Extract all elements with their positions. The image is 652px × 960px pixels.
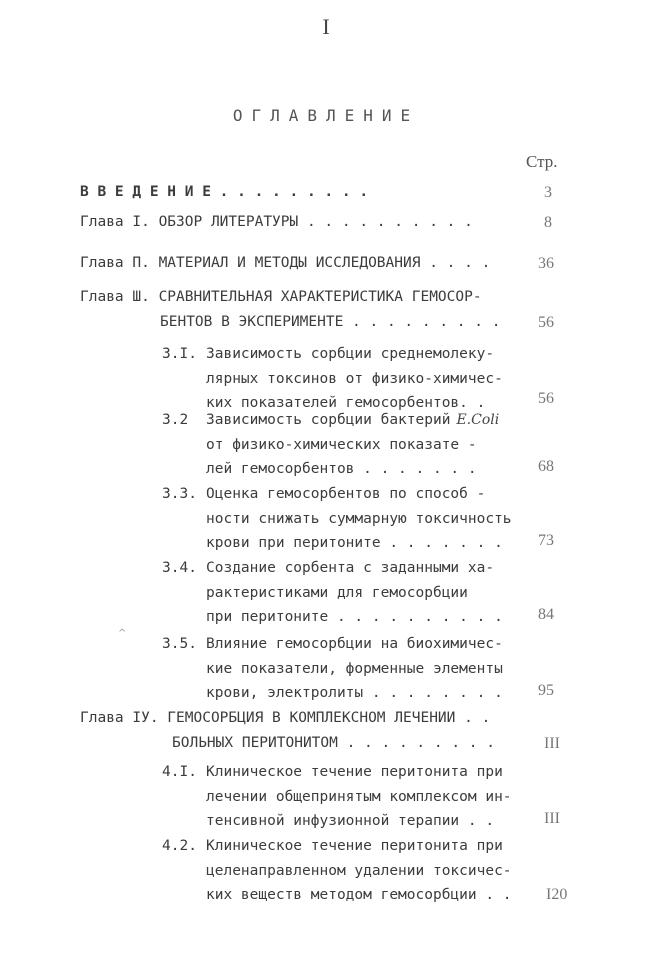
toc-entry-text: ких показателей гемосорбентов. . [206, 395, 486, 411]
toc-page-number: I20 [546, 886, 568, 903]
toc-page-number: 95 [538, 682, 554, 699]
toc-entry-chapter-2 [80, 251, 490, 276]
toc-entry-chapter-3 [80, 285, 500, 334]
handwritten-annotation: E.Coli [456, 412, 500, 428]
toc-entry-section-3-2 [162, 408, 499, 482]
toc-page-number: 73 [538, 532, 554, 549]
toc-entry-section-3-1 [162, 342, 503, 416]
toc-entry-text: Глава Ш. СРАВНИТЕЛЬНАЯ ХАРАКТЕРИСТИКА ГЕМОСОР- [80, 289, 482, 305]
toc-entry-text: крови при перитоните . . . . . . . [206, 535, 503, 551]
toc-entry-text: целенаправленном удалении токсичес- [206, 862, 512, 879]
toc-entry-text: Глава П. МАТЕРИАЛ И МЕТОДЫ ИССЛЕДОВАНИЯ . . . . [80, 255, 491, 271]
section-number: 3.2 [162, 412, 189, 428]
toc-entry-text: от физико-химических показате - [206, 436, 477, 453]
toc-entry-text: лечении общепринятым комплексом ин- [206, 788, 512, 805]
toc-entry-text: БОЛЬНЫХ ПЕРИТОНИТОМ . . . . . . . . . [172, 734, 496, 751]
toc-entry-text: лярных токсинов от физико-химичес- [206, 370, 503, 387]
toc-entry-text: рактеристиками для гемосорбции [206, 584, 468, 601]
toc-page-number: III [544, 810, 560, 827]
toc-entry-text: В В Е Д Е Н И Е . . . . . . . . . [80, 184, 369, 200]
toc-entry-text: Глава IУ. ГЕМОСОРБЦИЯ В КОМПЛЕКСНОМ ЛЕЧЕНИИ . . [80, 710, 491, 726]
toc-page-number: 8 [544, 214, 552, 231]
toc-entry-text: Клиническое течение перитонита при [206, 764, 503, 780]
toc-entry-text: крови, электролиты . . . . . . . . [206, 685, 503, 701]
toc-entry-text: ности снижать суммарную токсичность [206, 510, 512, 527]
page-title: ОГЛАВЛЕНИЕ [232, 106, 420, 125]
toc-entry-text: Зависимость сорбции среднемолеку- [206, 346, 495, 362]
section-number: 3.5. [162, 636, 197, 652]
toc-entry-section-3-5 [162, 632, 503, 706]
toc-entry-text: Влияние гемосорбции на биохимичес- [206, 636, 503, 652]
toc-entry-section-4-1 [162, 760, 512, 834]
toc-page-number: 3 [544, 184, 552, 201]
section-number: 3.3. [162, 486, 197, 502]
toc-entry-chapter-1 [80, 210, 473, 235]
toc-entry-text: Оценка гемосорбентов по способ - [206, 486, 486, 502]
toc-entry-text: Клиническое течение перитонита при [206, 838, 503, 854]
toc-entry-text: ких веществ методом гемосорбции . . [206, 887, 512, 903]
toc-entry-section-3-4 [162, 556, 503, 630]
toc-entry-text: кие показатели, форменные элементы [206, 660, 503, 677]
toc-entry-section-3-3 [162, 482, 512, 556]
toc-entry-text: Создание сорбента с заданными ха- [206, 560, 495, 576]
scan-mark: ^ [118, 628, 127, 639]
toc-entry-chapter-4 [80, 706, 495, 755]
toc-entry-intro [80, 180, 368, 205]
toc-page-number: 68 [538, 458, 554, 475]
section-number: 3.4. [162, 560, 197, 576]
toc-entry-text: при перитоните . . . . . . . . . . [206, 609, 503, 625]
toc-entry-text: лей гемосорбентов . . . . . . . [206, 461, 477, 477]
section-number: 4.I. [162, 764, 197, 780]
toc-entry-text: БЕНТОВ В ЭКСПЕРИМЕНТЕ . . . . . . . . . [160, 313, 501, 330]
toc-page-number: 84 [538, 606, 554, 623]
toc-page-number: III [544, 735, 560, 752]
section-number: 3.I. [162, 346, 197, 362]
toc-entry-text: Глава I. ОБЗОР ЛИТЕРАТУРЫ . . . . . . . . . . [80, 214, 473, 230]
section-number: 4.2. [162, 838, 197, 854]
page-column-header: Стр. [526, 152, 558, 171]
toc-page-number: 56 [538, 314, 554, 331]
toc-page-number: 56 [538, 390, 554, 407]
toc-entry-section-4-2 [162, 834, 512, 908]
toc-entry-text: Зависимость сорбции бактерий [206, 412, 451, 428]
toc-page-number: 36 [538, 255, 554, 272]
toc-entry-text: тенсивной инфузионной терапии . . [206, 813, 495, 829]
page-number: I [322, 14, 330, 39]
